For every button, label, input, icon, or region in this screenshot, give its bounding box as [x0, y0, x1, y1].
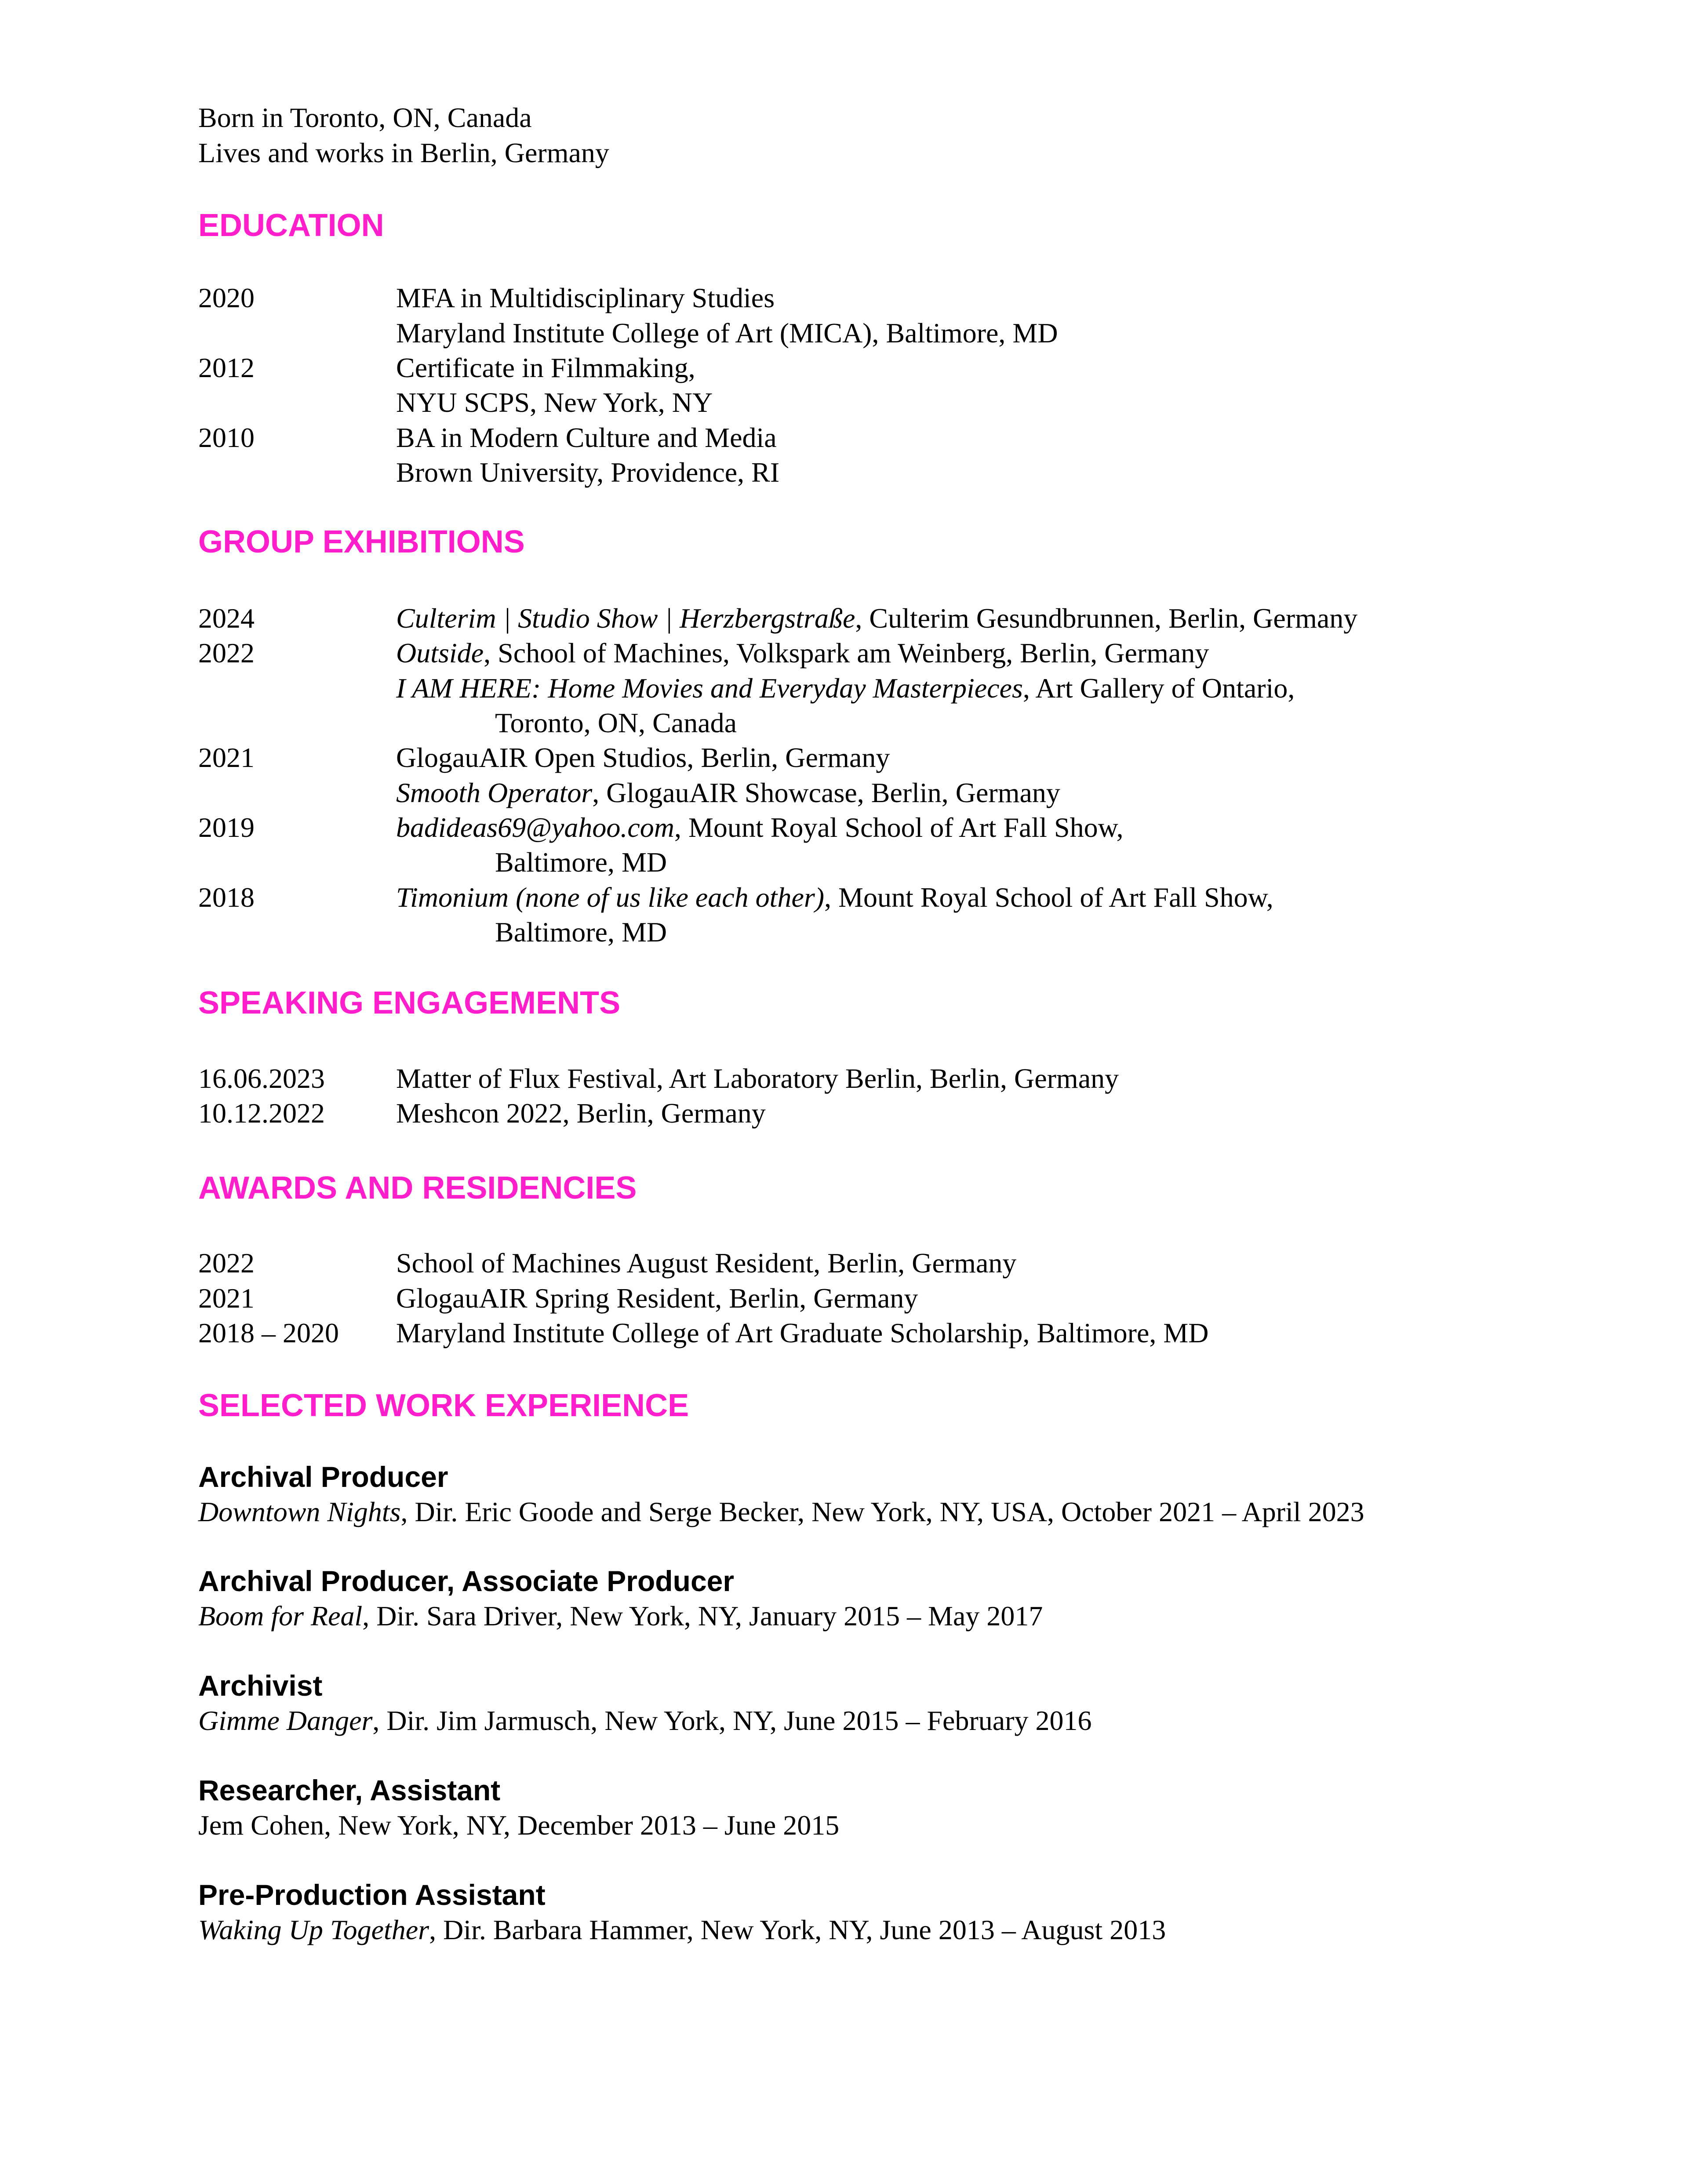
- education-degree: Certificate in Filmmaking,: [396, 352, 695, 383]
- exhibition-year: 2021: [198, 742, 255, 773]
- exhibition-year: 2022: [198, 637, 255, 669]
- work-role: Researcher, Assistant: [198, 1774, 501, 1806]
- speaking-event: Meshcon 2022, Berlin, Germany: [396, 1097, 766, 1129]
- exhibition-title: I AM HERE: Home Movies and Everyday Masterpieces: [396, 672, 1023, 704]
- exhibition-title: Smooth Operator: [396, 777, 593, 808]
- work-title: Waking Up Together: [198, 1914, 429, 1945]
- work-details: , Dir. Jim Jarmusch, New York, NY, June 2015 – February 2016: [372, 1705, 1092, 1736]
- work-entry: [198, 1494, 1364, 1530]
- education-degree: BA in Modern Culture and Media: [396, 422, 777, 453]
- education-institution: Maryland Institute College of Art (MICA), Baltimore, MD: [396, 317, 1058, 349]
- work-entry: [198, 1912, 1166, 1948]
- awards-heading: AWARDS AND RESIDENCIES: [198, 1170, 637, 1206]
- lives-line: Lives and works in Berlin, Germany: [198, 137, 609, 168]
- work-details: , Dir. Eric Goode and Serge Becker, New York, NY, USA, October 2021 – April 2023: [400, 1496, 1364, 1527]
- work-details: , Dir. Sara Driver, New York, NY, January 2015 – May 2017: [362, 1600, 1043, 1632]
- exhibition-details: , School of Machines, Volkspark am Weinberg, Berlin, Germany: [484, 637, 1209, 669]
- exhibition-entry: [396, 880, 1273, 915]
- exhibition-title: Outside: [396, 637, 484, 669]
- work-role: Archival Producer: [198, 1461, 448, 1493]
- exhibition-year: 2019: [198, 812, 255, 843]
- exhibition-details: GlogauAIR Open Studios, Berlin, Germany: [396, 742, 890, 773]
- education-institution: NYU SCPS, New York, NY: [396, 387, 713, 418]
- speaking-event: Matter of Flux Festival, Art Laboratory Berlin, Berlin, Germany: [396, 1063, 1119, 1094]
- work-details: , Dir. Barbara Hammer, New York, NY, June 2013 – August 2013: [429, 1914, 1166, 1945]
- work-title: Downtown Nights: [198, 1496, 401, 1527]
- exhibition-details: , Culterim Gesundbrunnen, Berlin, Germany: [855, 603, 1358, 634]
- exhibition-year: 2018: [198, 882, 255, 913]
- exhibition-entry: [396, 601, 1357, 636]
- work-details: Jem Cohen, New York, NY, December 2013 – June 2015: [198, 1810, 840, 1841]
- exhibition-continuation: Baltimore, MD: [495, 847, 667, 878]
- exhibition-year: 2024: [198, 603, 255, 634]
- work-role: Archivist: [198, 1669, 323, 1702]
- work-title: Gimme Danger: [198, 1705, 373, 1736]
- exhibition-title: Timonium (none of us like each other): [396, 882, 825, 913]
- speaking-heading: SPEAKING ENGAGEMENTS: [198, 985, 621, 1021]
- exhibition-continuation: Baltimore, MD: [495, 916, 667, 948]
- exhibition-title: Culterim | Studio Show | Herzbergstraße: [396, 603, 855, 634]
- education-year: 2020: [198, 282, 255, 313]
- award-entry: Maryland Institute College of Art Graduate Scholarship, Baltimore, MD: [396, 1317, 1209, 1348]
- award-entry: School of Machines August Resident, Berlin, Germany: [396, 1247, 1017, 1279]
- award-entry: GlogauAIR Spring Resident, Berlin, Germany: [396, 1283, 918, 1314]
- group-exhibitions-heading: GROUP EXHIBITIONS: [198, 524, 525, 560]
- exhibition-entry: [396, 636, 1209, 671]
- exhibition-continuation: Toronto, ON, Canada: [495, 707, 737, 738]
- work-role: Archival Producer, Associate Producer: [198, 1565, 735, 1597]
- exhibition-entry: [396, 775, 1060, 810]
- exhibition-details: , Art Gallery of Ontario,: [1022, 672, 1295, 704]
- speaking-date: 16.06.2023: [198, 1063, 325, 1094]
- award-year: 2018 – 2020: [198, 1317, 339, 1348]
- born-line: Born in Toronto, ON, Canada: [198, 102, 532, 133]
- award-year: 2021: [198, 1283, 255, 1314]
- exhibition-title: badideas69@yahoo.com: [396, 812, 674, 843]
- speaking-date: 10.12.2022: [198, 1097, 325, 1129]
- education-year: 2010: [198, 422, 255, 453]
- exhibition-entry: [396, 671, 1295, 706]
- work-entry: [198, 1703, 1091, 1738]
- education-degree: MFA in Multidisciplinary Studies: [396, 282, 775, 313]
- education-institution: Brown University, Providence, RI: [396, 457, 780, 488]
- work-title: Boom for Real: [198, 1600, 363, 1632]
- exhibition-details: , Mount Royal School of Art Fall Show,: [824, 882, 1273, 913]
- exhibition-details: , GlogauAIR Showcase, Berlin, Germany: [592, 777, 1060, 808]
- award-year: 2022: [198, 1247, 255, 1279]
- work-role: Pre-Production Assistant: [198, 1879, 546, 1911]
- work-entry: [198, 1599, 1043, 1634]
- exhibition-entry: [396, 810, 1124, 845]
- exhibition-details: , Mount Royal School of Art Fall Show,: [674, 812, 1124, 843]
- work-heading: SELECTED WORK EXPERIENCE: [198, 1388, 689, 1423]
- education-heading: EDUCATION: [198, 208, 384, 243]
- education-year: 2012: [198, 352, 255, 383]
